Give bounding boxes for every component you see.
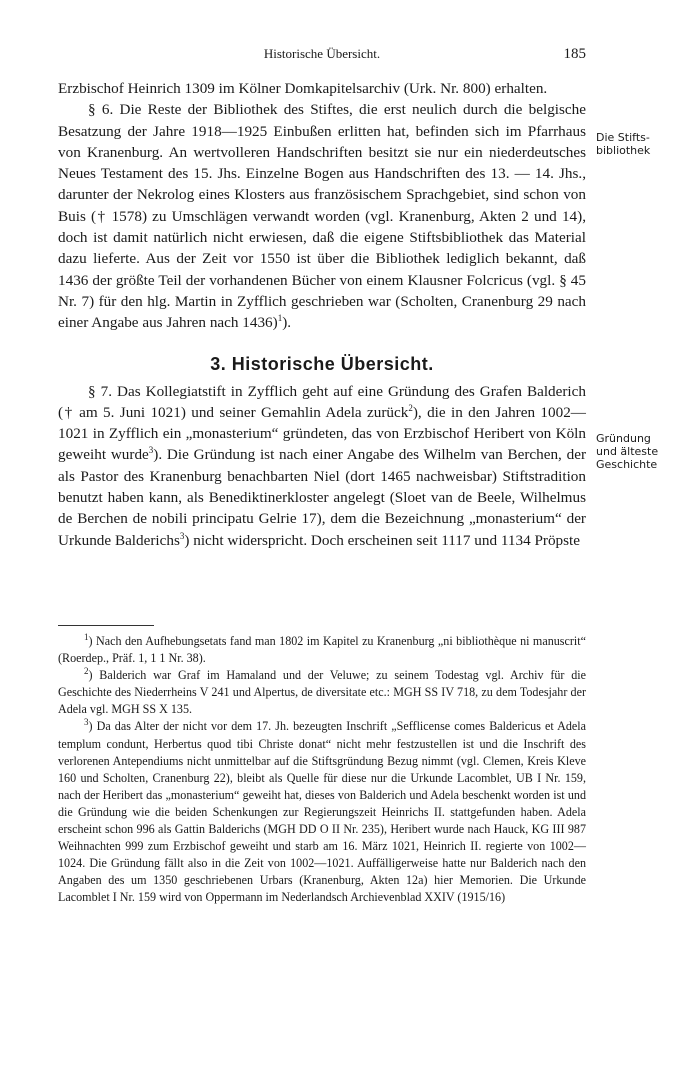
footnote-mark: 3 [84,717,89,728]
footnote-ref: 1 [277,313,283,324]
paragraph-text: § 6. Die Reste der Bibliothek des Stiftes, die erst neulich durch die belgische Besatzung der Jahre 1918—1925 Einbußen erlitten hat, befinden sich im Pfarrhaus von Kranenburg. An wertvolleren Handschriften besitzt sie nur ein niederdeutsches Neues Testament des 15. Jhs. Einzelne Bogen aus Handschriften des 13. — 14. Jhs., darunter der Nekrolog eines Klosters aus französischem Sprachgebiet, sind schon von Buis († 1578) zu Umschlägen verwandt worden (vgl. Kranenburg, Akten 2 und 14), doch ist damit natürlich nicht erwiesen, daß die eigene Stiftsbibliothek das Material dazu lieferte. Aus der Zeit vor 1550 ist über die Bibliothek lediglich bekannt, daß 1436 der größte Teil der vorhandenen Bücher von einem Klausner Folcricus (vgl. § 45 Nr. 7) für den hlg. Martin in Zyfflich geschrieben war (Scholten, Cranenburg 29 nach einer Angabe aus Jahren nach 1436) [58,101,586,332]
footnote-rule [58,625,154,626]
marginal-note-founding: Gründung und älteste Geschichte [596,432,659,471]
paragraph-section-6 [58,99,586,333]
footnote [58,718,586,906]
paragraph-text: ) nicht widerspricht. Doch erscheinen seit 1117 und 1134 Pröpste [184,531,581,549]
paragraph-text: ). Die Gründung ist nach einer Angabe des Wilhelm van Berchen, der als Pastor des Kranenburg benachbarten Niel (dort 1465 nachweisbar) Stiftstradition benutzt haben kann, als Benediktinerkloster angelegt (Sloet van de Beele, Wilhelmus de Berchen de nobili principatu Gelrie 17), dem die Bezeichnung „monasterium“ der Urkunde Balderichs [58,446,587,549]
footnote [58,667,586,718]
paragraph-text: ), die in den Jahren 1002—1021 in Zyfflich ein „monasterium“ gründeten, das von Erzbischof Heribert von Köln geweiht wurde [58,403,586,464]
running-header [58,44,586,64]
main-text [58,78,586,551]
footnote-ref: 3 [179,530,185,541]
footnote-text: ) Nach den Aufhebungsetats fand man 1802 im Kapitel zu Kranenburg „ni bibliothèque ni manuscrit“ (Roerdep., Präf. 1, 1 1 Nr. 38). [58,634,586,666]
footnote-ref: 3 [148,445,154,456]
footnote-mark: 1 [84,631,89,642]
section-heading: 3. Historische Übersicht. [210,353,434,374]
paragraph-section-7 [58,381,586,551]
footnote-ref: 2 [408,402,413,413]
paragraph-text: ). [282,314,292,332]
footnote-text: ) Balderich war Graf im Hamaland und der Veluwe; zu seinem Todestag vgl. Archiv für die Geschichte des Niederrheins V 241 und Alpertus, de diversitate etc.: MGH SS IV 718, zu dem Todesjahr der Adela vgl. MGH SS X 135. [58,668,586,717]
running-title: Historische Übersicht. [263,46,381,61]
paragraph-continuation: Erzbischof Heinrich 1309 im Kölner Domkapitelsarchiv (Urk. Nr. 800) erhalten. [58,80,548,97]
footnote-text: ) Da das Alter der nicht vor dem 17. Jh. bezeugten Inschrift „Sefflicense comes Baldericus et Adela templum condunt, Herbertus quod tibi Christe donat“ nicht mehr festzustellen ist und die Inschrift des verlorenen Antependiums nicht unmittelbar auf die Stiftsgründung Bezug nimmt (vgl. Clemen, Kreis Kleve 160 und Scholten, Cranenburg 22), bleibt als Quelle für diese nur die Urkunde Lacomblet, UB I Nr. 159, nach der Heribert das „monasterium“ geweiht hat, dieses von Balderich und Adela beschenkt worden ist und die Gründung wie die beiden Schenkungen zur Regierungszeit Heinrichs II. stattgefunden haben. Adela erscheint schon 996 als Gattin Balderichs (MGH DD O II Nr. 235), Heribert wurde nach Hauck, KG III 987 Weihnachten 999 zum Erzbischof geweiht und starb am 16. März 1021, Heinrich II. regierte von 1002—1024. Die Gründung fällt also in die Zeit von 1002—1021. Auffälligerweise hatte nur Balderich nach den Angaben des um 1350 geschriebenen Urbars (Kranenburg, Akten 12a) hier Memorien. Die Urkunde Lacomblet I Nr. 159 wird von Oppermann im Nederlandsch Archievenblad XXIV (1915/16) [58,719,586,905]
footnotes [58,633,586,907]
page-number: 185 [563,46,586,62]
paragraph-text: § 7. Das Kollegiatstift in Zyfflich geht auf eine Gründung des Grafen Balderich († am 5. Juni 1021) und seiner Gemahlin Adela zurück [58,382,586,421]
footnote [58,633,586,667]
marginal-note-library: Die Stifts- bibliothek [596,131,651,157]
footnote-mark: 2 [84,666,89,677]
